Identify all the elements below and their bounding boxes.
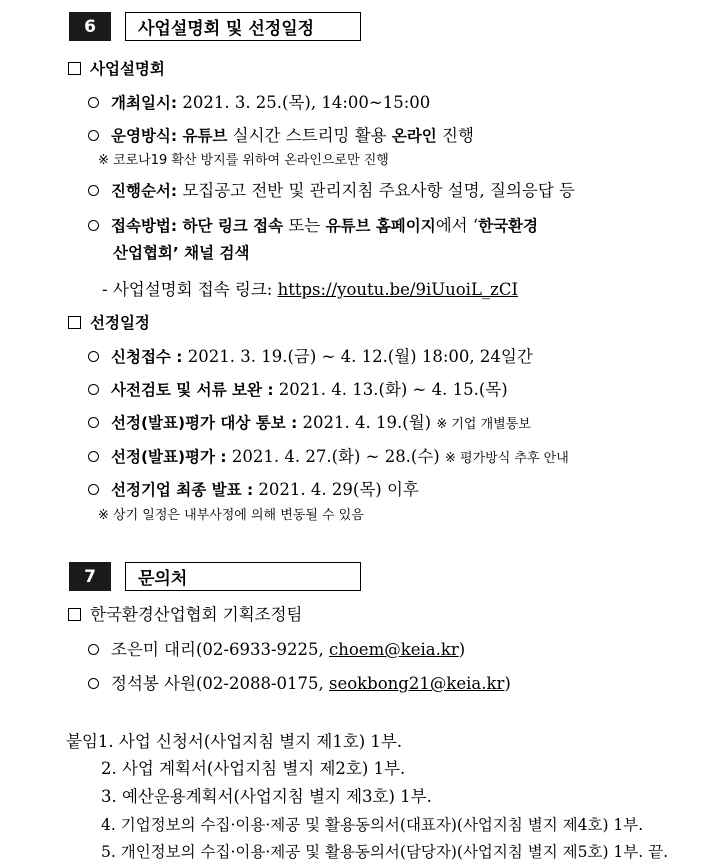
circle-bullet-icon [88,678,99,689]
section-number: 7 [69,562,111,591]
briefing-item-method: 운영방식: 유튜브 실시간 스트리밍 활용 온라인 진행 [88,125,474,147]
email-link[interactable]: choem@keia.kr [329,640,459,659]
schedule-item: 사전검토 및 서류 보완 : 2021. 4. 13.(화) ~ 4. 15.(목) [88,379,508,401]
attachment-item: 3. 예산운용계획서(사업지침 별지 제3호) 1부. [101,787,432,806]
schedule-heading: 선정일정 [68,312,150,334]
circle-bullet-icon [88,484,99,495]
schedule-item: 선정(발표)평가 대상 통보 : 2021. 4. 19.(월) ※ 기업 개별통보 [88,412,531,436]
circle-bullet-icon [88,351,99,362]
circle-bullet-icon [88,97,99,108]
briefing-note: ※ 코로나19 확산 방지를 위하여 온라인으로만 진행 [98,153,389,168]
briefing-heading: 사업설명회 [68,58,165,80]
attachment-item: 붙임1. 사업 신청서(사업지침 별지 제1호) 1부. [66,732,403,751]
briefing-item-order: 진행순서: 모집공고 전반 및 관리지침 주요사항 설명, 질의응답 등 [88,180,575,202]
circle-bullet-icon [88,220,99,231]
attachment-item: 2. 사업 계획서(사업지침 별지 제2호) 1부. [101,759,406,778]
circle-bullet-icon [88,185,99,196]
circle-bullet-icon [88,130,99,141]
section-title: 사업설명회 및 선정일정 [125,12,361,41]
briefing-link-line: - 사업설명회 접속 링크: https://youtu.be/9iUuoiL_zCI [102,280,519,299]
section-6-header [69,12,361,41]
schedule-item: 선정기업 최종 발표 : 2021. 4. 29(목) 이후 [88,479,419,501]
email-link[interactable]: seokbong21@keia.kr [329,674,505,693]
checkbox-square-icon [68,62,81,75]
contact-item: 정석봉 사원(02-2088-0175, seokbong21@keia.kr) [88,673,511,695]
circle-bullet-icon [88,644,99,655]
circle-bullet-icon [88,417,99,428]
schedule-item: 신청접수 : 2021. 3. 19.(금) ~ 4. 12.(월) 18:00, 24일간 [88,346,533,368]
section-title: 문의처 [125,562,361,591]
briefing-item-datetime: 개최일시: 2021. 3. 25.(목), 14:00~15:00 [88,92,430,114]
section-number: 6 [69,12,111,41]
contact-org: 한국환경산업협회 기획조정팀 [68,604,302,626]
briefing-item-access: 접속방법: 하단 링크 접속 또는 유튜브 홈페이지에서 ‘한국환경 [88,215,538,237]
contact-item: 조은미 대리(02-6933-9225, choem@keia.kr) [88,639,465,661]
attachment-item: 5. 개인정보의 수집·이용·제공 및 활용동의서(담당자)(사업지침 별지 제5호) 1부. 끝. [101,843,669,861]
section-7-header [69,562,361,591]
attachment-item: 4. 기업정보의 수집·이용·제공 및 활용동의서(대표자)(사업지침 별지 제4호) 1부. [101,816,644,834]
checkbox-square-icon [68,316,81,329]
circle-bullet-icon [88,384,99,395]
checkbox-square-icon [68,608,81,621]
circle-bullet-icon [88,451,99,462]
schedule-note: ※ 상기 일정은 내부사정에 의해 변동될 수 있음 [98,508,364,523]
briefing-item-access-cont: 산업협회’ 채널 검색 [113,244,250,262]
briefing-link[interactable]: https://youtu.be/9iUuoiL_zCI [277,280,519,299]
schedule-item: 선정(발표)평가 : 2021. 4. 27.(화) ~ 28.(수) ※ 평가방식 추후 안내 [88,446,569,470]
